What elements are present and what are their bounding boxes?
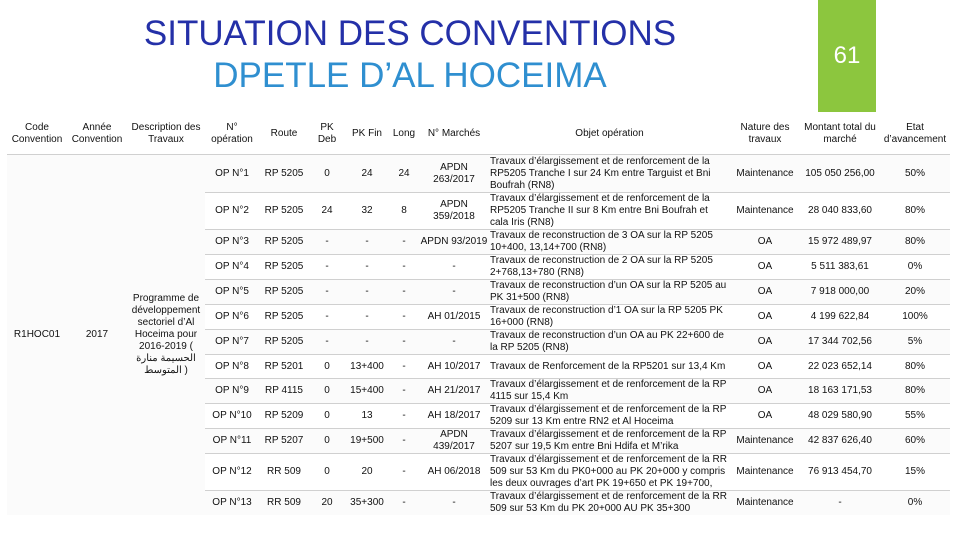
slide-title-line-1: SITUATION DES CONVENTIONS bbox=[143, 14, 677, 53]
cell-objet: Travaux de reconstruction d’un OA au PK 22+600 de la RP 5205 (RN8) bbox=[489, 330, 730, 355]
cell-nature: Maintenance bbox=[730, 491, 800, 516]
cell-montant: 28 040 833,60 bbox=[800, 193, 880, 230]
cell-op: OP N°12 bbox=[205, 454, 259, 491]
cell-marche: AH 21/2017 bbox=[419, 379, 489, 404]
cell-etat: 20% bbox=[880, 280, 950, 305]
cell-pk-deb: 0 bbox=[309, 404, 345, 429]
cell-objet: Travaux d’élargissement et de renforcement de la RR 509 sur 53 Km du PK0+000 au PK 20+000 y compris les deux ouvrages d’art PK 19+650 et PK 19+700, bbox=[489, 454, 730, 491]
cell-pk-deb: 0 bbox=[309, 155, 345, 193]
cell-route: RP 5205 bbox=[259, 280, 309, 305]
cell-pk-deb: 20 bbox=[309, 491, 345, 516]
cell-nature: OA bbox=[730, 379, 800, 404]
cell-pk-fin: 32 bbox=[345, 193, 389, 230]
cell-etat: 0% bbox=[880, 491, 950, 516]
cell-nature: OA bbox=[730, 404, 800, 429]
cell-marche: AH 06/2018 bbox=[419, 454, 489, 491]
cell-pk-fin: - bbox=[345, 305, 389, 330]
cell-marche: APDN 93/2019 bbox=[419, 230, 489, 255]
convention-description: Programme de développement sectoriel d’Al Hoceima pour 2016-2019 ( الحسيمة منارة المتوسط ) bbox=[127, 155, 205, 516]
cell-montant: 105 050 256,00 bbox=[800, 155, 880, 193]
cell-etat: 80% bbox=[880, 379, 950, 404]
cell-nature: OA bbox=[730, 230, 800, 255]
cell-objet: Travaux de reconstruction d’1 OA sur la RP 5205 PK 16+000 (RN8) bbox=[489, 305, 730, 330]
cell-op: OP N°5 bbox=[205, 280, 259, 305]
cell-objet: Travaux d’élargissement et de renforcement de la RP 5207 sur 19,5 Km entre Bni Hdifa et M’rika bbox=[489, 429, 730, 454]
cell-pk-fin: 13+400 bbox=[345, 355, 389, 379]
cell-op: OP N°13 bbox=[205, 491, 259, 516]
cell-long: - bbox=[389, 230, 419, 255]
table-row bbox=[7, 155, 950, 193]
cell-pk-deb: - bbox=[309, 255, 345, 280]
cell-etat: 80% bbox=[880, 230, 950, 255]
cell-op: OP N°3 bbox=[205, 230, 259, 255]
header-montant: Montant total du marché bbox=[804, 122, 876, 145]
cell-long: - bbox=[389, 379, 419, 404]
cell-pk-deb: - bbox=[309, 330, 345, 355]
cell-marche: AH 18/2017 bbox=[419, 404, 489, 429]
cell-montant: - bbox=[800, 491, 880, 516]
cell-op: OP N°6 bbox=[205, 305, 259, 330]
cell-route: RP 5205 bbox=[259, 193, 309, 230]
header-route: Route bbox=[270, 128, 298, 139]
cell-long: - bbox=[389, 404, 419, 429]
cell-etat: 55% bbox=[880, 404, 950, 429]
cell-marche: - bbox=[419, 255, 489, 280]
cell-objet: Travaux d’élargissement et de renforcement de la RP5205 Tranche II sur 8 Km entre Bni Boufrah et cala Iris (RN8) bbox=[489, 193, 730, 230]
cell-marche: APDN 439/2017 bbox=[419, 429, 489, 454]
convention-code: R1HOC01 bbox=[7, 155, 67, 516]
cell-pk-fin: - bbox=[345, 255, 389, 280]
cell-route: RP 5207 bbox=[259, 429, 309, 454]
cell-etat: 80% bbox=[880, 193, 950, 230]
cell-pk-fin: 20 bbox=[345, 454, 389, 491]
cell-nature: Maintenance bbox=[730, 454, 800, 491]
header-marches: N° Marchés bbox=[427, 128, 481, 139]
cell-etat: 80% bbox=[880, 355, 950, 379]
cell-objet: Travaux de reconstruction de 3 OA sur la RP 5205 10+400, 13,14+700 (RN8) bbox=[489, 230, 730, 255]
header-operation: N° opération bbox=[211, 122, 253, 145]
cell-pk-deb: - bbox=[309, 230, 345, 255]
cell-route: RP 5209 bbox=[259, 404, 309, 429]
header-pk-deb: PK Deb bbox=[317, 122, 337, 145]
cell-pk-fin: 15+400 bbox=[345, 379, 389, 404]
cell-long: - bbox=[389, 429, 419, 454]
cell-pk-fin: - bbox=[345, 230, 389, 255]
cell-etat: 5% bbox=[880, 330, 950, 355]
cell-marche: - bbox=[419, 330, 489, 355]
cell-pk-deb: 0 bbox=[309, 454, 345, 491]
cell-pk-deb: 24 bbox=[309, 193, 345, 230]
cell-long: - bbox=[389, 355, 419, 379]
header-long: Long bbox=[392, 128, 416, 139]
cell-etat: 50% bbox=[880, 155, 950, 193]
cell-objet: Travaux de reconstruction d’un OA sur la RP 5205 au PK 31+500 (RN8) bbox=[489, 280, 730, 305]
header-annee: Année Convention bbox=[71, 122, 123, 145]
cell-op: OP N°7 bbox=[205, 330, 259, 355]
cell-pk-deb: 0 bbox=[309, 379, 345, 404]
cell-op: OP N°9 bbox=[205, 379, 259, 404]
cell-route: RP 5201 bbox=[259, 355, 309, 379]
cell-montant: 22 023 652,14 bbox=[800, 355, 880, 379]
cell-long: - bbox=[389, 330, 419, 355]
cell-route: RR 509 bbox=[259, 491, 309, 516]
cell-long: - bbox=[389, 255, 419, 280]
cell-pk-deb: 0 bbox=[309, 355, 345, 379]
header-code: Code Convention bbox=[11, 122, 63, 145]
cell-marche: AH 01/2015 bbox=[419, 305, 489, 330]
cell-nature: OA bbox=[730, 330, 800, 355]
cell-nature: Maintenance bbox=[730, 155, 800, 193]
cell-route: RP 5205 bbox=[259, 255, 309, 280]
cell-etat: 100% bbox=[880, 305, 950, 330]
cell-montant: 15 972 489,97 bbox=[800, 230, 880, 255]
cell-objet: Travaux d’élargissement et de renforcement de la RP5205 Tranche I sur 24 Km entre Targuist et Bni Boufrah (RN8) bbox=[489, 155, 730, 193]
cell-long: 8 bbox=[389, 193, 419, 230]
cell-route: RP 4115 bbox=[259, 379, 309, 404]
cell-long: - bbox=[389, 491, 419, 516]
cell-pk-deb: - bbox=[309, 305, 345, 330]
cell-route: RR 509 bbox=[259, 454, 309, 491]
cell-objet: Travaux de reconstruction de 2 OA sur la RP 5205 2+768,13+780 (RN8) bbox=[489, 255, 730, 280]
cell-route: RP 5205 bbox=[259, 230, 309, 255]
cell-montant: 17 344 702,56 bbox=[800, 330, 880, 355]
cell-pk-fin: - bbox=[345, 330, 389, 355]
slide-title-line-2: DPETLE D’AL HOCEIMA bbox=[213, 56, 607, 95]
cell-marche: APDN 263/2017 bbox=[419, 155, 489, 193]
cell-long: - bbox=[389, 305, 419, 330]
cell-long: - bbox=[389, 280, 419, 305]
table-header-row bbox=[7, 114, 950, 155]
header-nature: Nature des travaux bbox=[740, 122, 790, 145]
cell-pk-deb: 0 bbox=[309, 429, 345, 454]
cell-nature: OA bbox=[730, 355, 800, 379]
conventions-table bbox=[7, 114, 950, 515]
cell-objet: Travaux d’élargissement et de renforcement de la RP 5209 sur 13 Km entre RN2 et Al Hoceima bbox=[489, 404, 730, 429]
cell-long: 24 bbox=[389, 155, 419, 193]
cell-objet: Travaux d’élargissement et de renforcement de la RR 509 sur 53 Km du PK 20+000 AU PK 35+300 bbox=[489, 491, 730, 516]
cell-etat: 0% bbox=[880, 255, 950, 280]
header-etat: Etat d’avancement bbox=[883, 122, 947, 145]
cell-long: - bbox=[389, 454, 419, 491]
cell-objet: Travaux d’élargissement et de renforcement de la RP 4115 sur 15,4 Km bbox=[489, 379, 730, 404]
cell-objet: Travaux de Renforcement de la RP5201 sur 13,4 Km bbox=[489, 355, 730, 379]
cell-marche: - bbox=[419, 491, 489, 516]
cell-pk-fin: 13 bbox=[345, 404, 389, 429]
cell-op: OP N°4 bbox=[205, 255, 259, 280]
header-objet: Objet opération bbox=[575, 128, 644, 139]
convention-annee: 2017 bbox=[67, 155, 127, 516]
cell-marche: AH 10/2017 bbox=[419, 355, 489, 379]
cell-montant: 42 837 626,40 bbox=[800, 429, 880, 454]
cell-montant: 18 163 171,53 bbox=[800, 379, 880, 404]
cell-montant: 7 918 000,00 bbox=[800, 280, 880, 305]
cell-op: OP N°10 bbox=[205, 404, 259, 429]
cell-pk-fin: 24 bbox=[345, 155, 389, 193]
cell-pk-deb: - bbox=[309, 280, 345, 305]
cell-op: OP N°11 bbox=[205, 429, 259, 454]
cell-etat: 60% bbox=[880, 429, 950, 454]
cell-nature: Maintenance bbox=[730, 193, 800, 230]
cell-montant: 76 913 454,70 bbox=[800, 454, 880, 491]
cell-op: OP N°2 bbox=[205, 193, 259, 230]
cell-montant: 5 511 383,61 bbox=[800, 255, 880, 280]
cell-pk-fin: 19+500 bbox=[345, 429, 389, 454]
slide-number-badge: 61 bbox=[818, 0, 876, 112]
cell-montant: 4 199 622,84 bbox=[800, 305, 880, 330]
cell-marche: - bbox=[419, 280, 489, 305]
cell-route: RP 5205 bbox=[259, 330, 309, 355]
cell-nature: OA bbox=[730, 255, 800, 280]
header-pk-fin: PK Fin bbox=[351, 128, 382, 139]
cell-etat: 15% bbox=[880, 454, 950, 491]
cell-op: OP N°8 bbox=[205, 355, 259, 379]
cell-route: RP 5205 bbox=[259, 305, 309, 330]
cell-nature: Maintenance bbox=[730, 429, 800, 454]
cell-marche: APDN 359/2018 bbox=[419, 193, 489, 230]
cell-pk-fin: 35+300 bbox=[345, 491, 389, 516]
cell-op: OP N°1 bbox=[205, 155, 259, 193]
cell-pk-fin: - bbox=[345, 280, 389, 305]
cell-nature: OA bbox=[730, 280, 800, 305]
cell-route: RP 5205 bbox=[259, 155, 309, 193]
cell-montant: 48 029 580,90 bbox=[800, 404, 880, 429]
header-description: Description des Travaux bbox=[131, 122, 201, 145]
cell-nature: OA bbox=[730, 305, 800, 330]
